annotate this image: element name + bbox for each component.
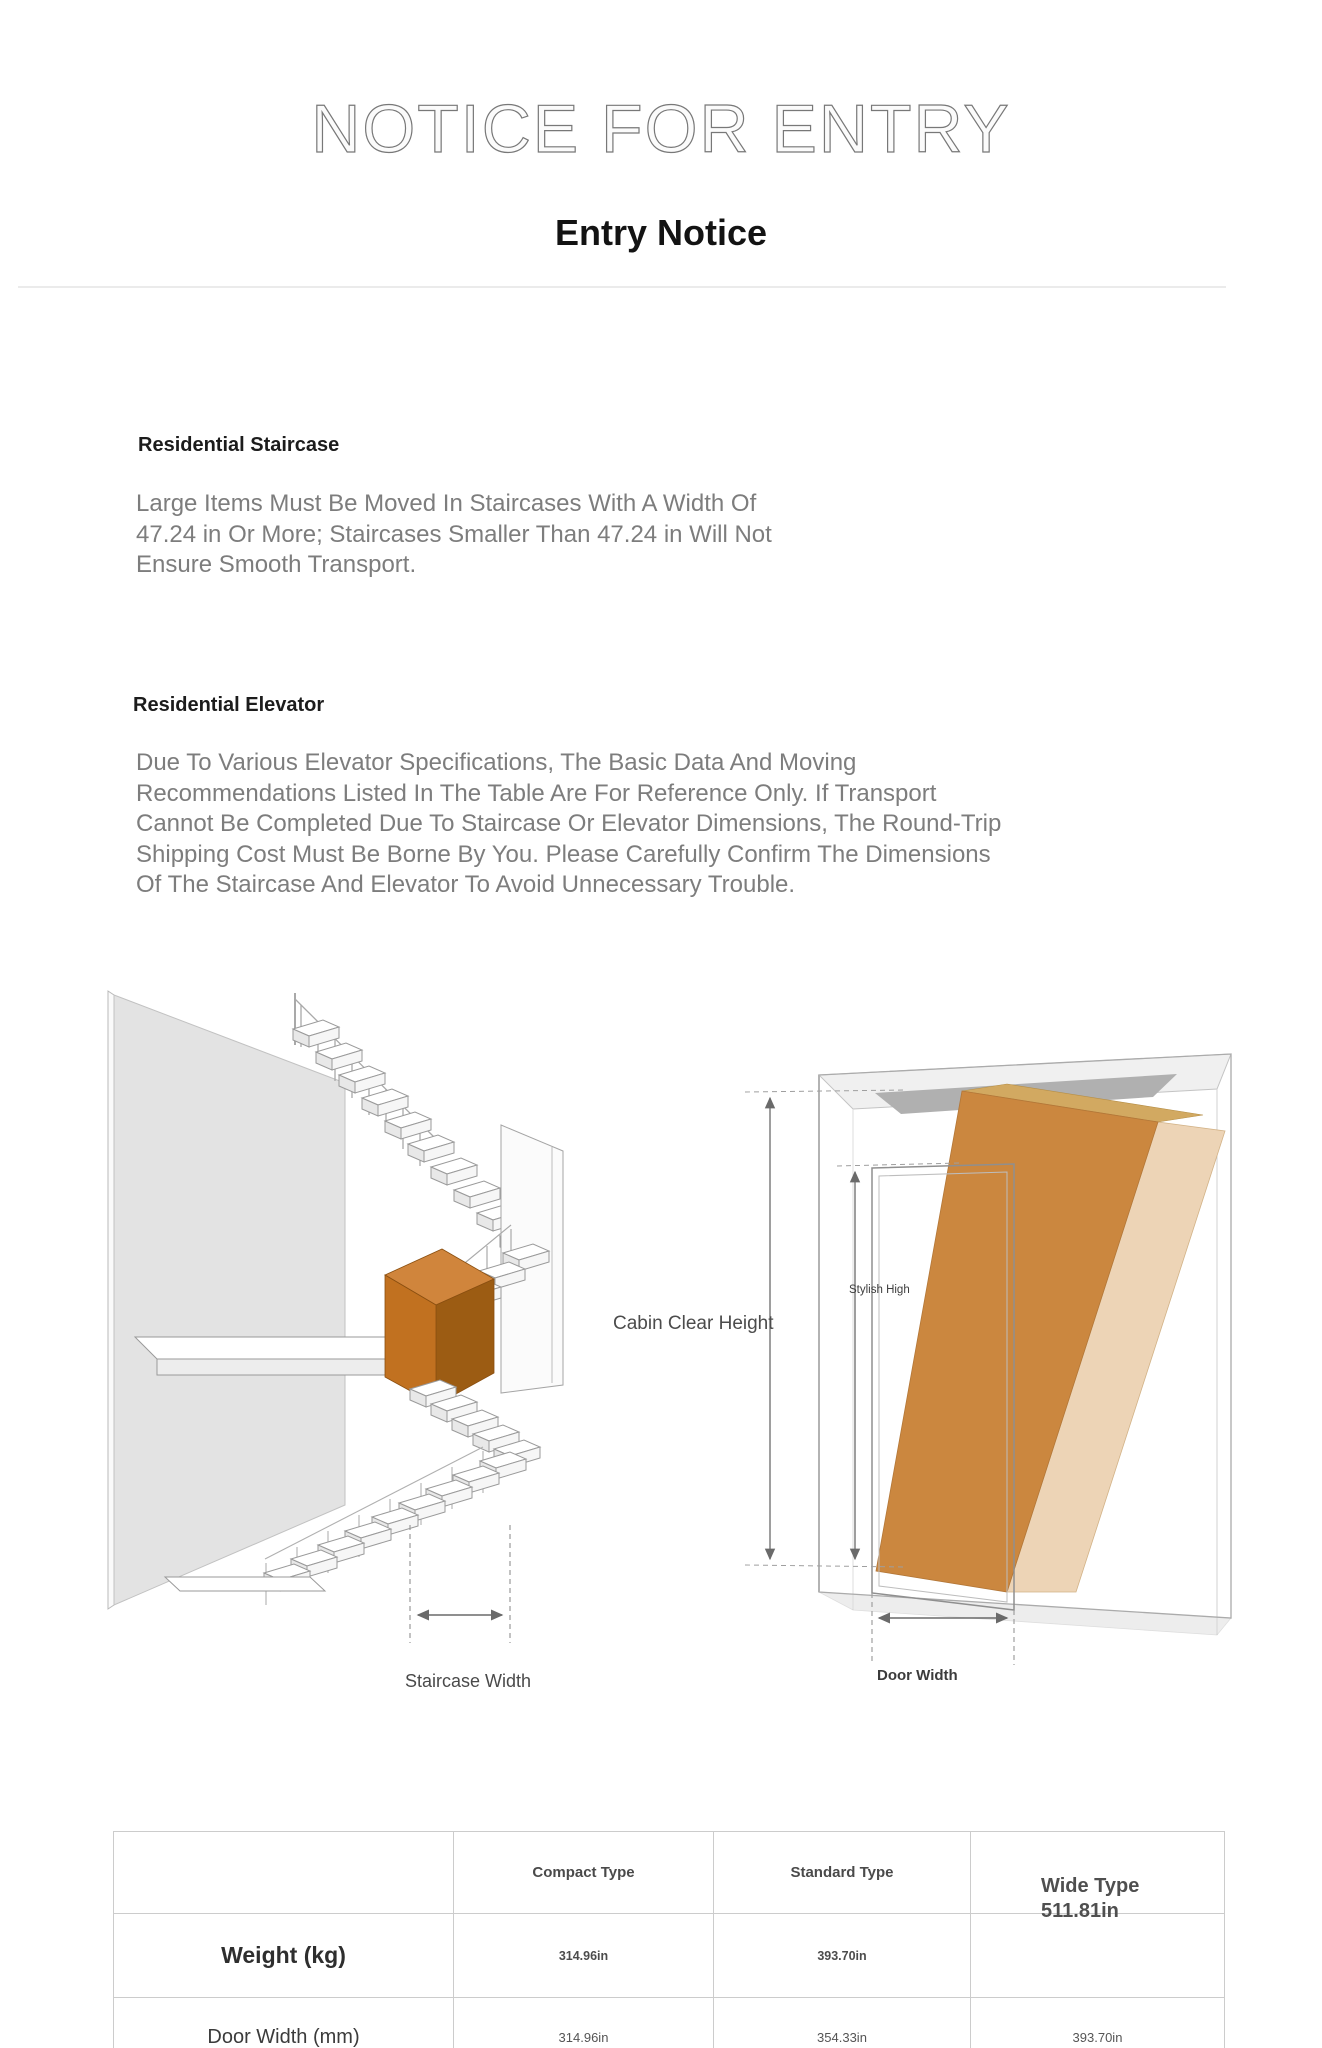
watermark-title: NOTICE FOR ENTRY (311, 91, 1011, 167)
page-title: Entry Notice (554, 212, 768, 253)
spec-table (113, 1831, 1225, 2048)
weight-wide-value (971, 1914, 1225, 1998)
staircase-width-label: Staircase Width (404, 1671, 532, 1691)
elevator-illustration (725, 1035, 1235, 1680)
stylish-high-label: Stylish High (849, 1284, 910, 1296)
wide-type-label: Wide Type 511.81in (1041, 1875, 1140, 1922)
weight-standard-value: 393.70in (714, 1914, 971, 1998)
door-width-label: Door Width (877, 1667, 958, 1684)
door-wide-value: 393.70in (971, 1998, 1225, 2048)
table-header-row (114, 1832, 1225, 1914)
header-cell-wide (971, 1832, 1225, 1922)
header-cell-compact: Compact Type (454, 1832, 714, 1914)
elevator-heading: Residential Elevator (133, 694, 325, 716)
cabin-clear-height-label: Cabin Clear Height (613, 1313, 774, 1334)
lower-flight-a (410, 1380, 540, 1467)
staircase-heading: Residential Staircase (138, 434, 340, 456)
staircase-diagram (105, 985, 575, 1650)
ground-floor (165, 1577, 325, 1591)
table-row-weight (114, 1914, 1225, 1998)
landing (135, 1337, 409, 1375)
weight-compact-value: 314.96in (454, 1914, 714, 1998)
header-cell-empty (114, 1832, 454, 1914)
row-label-door-width: Door Width (mm) (114, 1998, 454, 2048)
row-label-weight: Weight (kg) (114, 1914, 454, 1998)
table-row-door-width (114, 1998, 1225, 2048)
door-compact-value: 314.96in (454, 1998, 714, 2048)
elevator-paragraph: Due To Various Elevator Specifications, The Basic Data And Moving Recommendations Listed In The Table Are For Reference Only. If Transport Cannot Be Completed Due To Staircase Or Elevator Dimensions, The Round-Trip Shipping Cost Must Be Borne By You. Please Carefully Confirm The Dimensions Of The Staircase And Elevator To Avoid Unnecessary Trouble. (136, 749, 1002, 898)
section-divider (18, 286, 1226, 288)
staircase-illustration (105, 985, 575, 1650)
header-cell-standard: Standard Type (714, 1832, 971, 1914)
elevator-diagram (725, 1035, 1235, 1680)
door-standard-value: 354.33in (714, 1998, 971, 2048)
staircase-paragraph: Large Items Must Be Moved In Staircases With A Width Of 47.24 in Or More; Staircases Smaller Than 47.24 in Will Not Ensure Smooth Transport. (136, 490, 772, 578)
staircase-width-dimension (410, 1525, 510, 1643)
wall-face (114, 995, 345, 1605)
shaft-glass (819, 1054, 1231, 1618)
wall-edge (108, 991, 114, 1609)
